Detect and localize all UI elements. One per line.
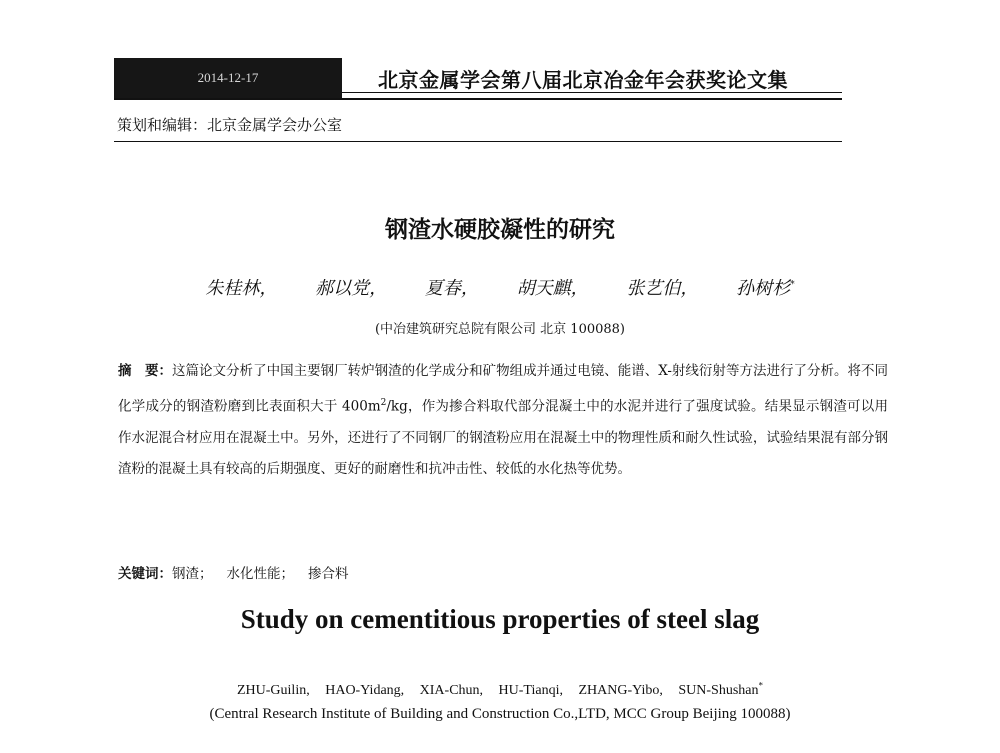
abstract-superscript: 2 xyxy=(380,397,387,408)
author-en: HU-Tianqi, xyxy=(498,682,563,698)
author-en-corresponding xyxy=(678,680,763,698)
keyword: 掺合料 xyxy=(308,566,349,582)
author-cn-corresponding xyxy=(736,278,795,299)
author-cn: 张艺伯， xyxy=(626,278,699,299)
author-list-cn xyxy=(0,274,1000,300)
affiliation-cn: (中冶建筑研究总院有限公司 北京 100088) xyxy=(374,322,626,337)
keyword: 水化性能； xyxy=(226,566,294,582)
abstract-text-1: 这篇论文分析了中国主要钢厂转炉钢渣的化学成分和矿物组成并通过电镜、能谱、X-射线衍射等方法进行了分析。将不同化学成分的钢渣粉磨到比表面积大于 400m xyxy=(118,363,888,414)
author-cn: 朱桂林， xyxy=(205,278,278,299)
abstract-text-2: /kg，作为掺合料取代部分混凝土中的水泥并进行了强度试验。结果显示钢渣可以用作水泥混合材应用在混凝土中。另外，还进行了不同钢厂的钢渣粉应用在混凝土中的物理性质和耐久性试验，试验结果混有部分钢渣粉的混凝土具有较高的后期强度、更好的耐磨性和抗冲击性、较低的水化热等优势。 xyxy=(118,398,889,477)
author-en: ZHANG-Yibo, xyxy=(578,682,663,698)
editor-credit: 策划和编辑：北京金属学会办公室 xyxy=(117,116,343,134)
abstract-label: 摘 要： xyxy=(118,363,173,379)
author-en: ZHU-Guilin, xyxy=(237,682,310,698)
header-divider-thin xyxy=(342,92,842,93)
corresponding-mark: * xyxy=(790,280,795,290)
keywords xyxy=(118,562,363,582)
paper-title-en: Study on cementitious properties of steel slag xyxy=(240,604,760,634)
editor-divider xyxy=(114,141,842,142)
header-divider xyxy=(114,98,842,100)
author-cn: 胡天麒， xyxy=(516,278,589,299)
paper-title-cn: 钢渣水硬胶凝性的研究 xyxy=(385,216,615,243)
author-en: SUN-Shushan xyxy=(678,682,759,698)
abstract xyxy=(118,356,888,486)
author-cn: 孙树杉 xyxy=(736,278,791,299)
corresponding-mark-en: * xyxy=(758,680,763,690)
author-cn: 夏春， xyxy=(424,278,479,299)
date-text: 2014-12-17 xyxy=(197,70,259,85)
keyword: 钢渣； xyxy=(172,566,213,582)
keywords-label: 关键词： xyxy=(118,566,172,582)
author-en: HAO-Yidang, xyxy=(325,682,405,698)
affiliation-en: (Central Research Institute of Building and Construction Co.,LTD, MCC Group Beijing 100088) xyxy=(209,706,791,722)
date-badge xyxy=(114,58,342,98)
author-list-en xyxy=(0,680,1000,699)
collection-title: 北京金属学会第八届北京冶金年会获奖论文集 xyxy=(378,68,788,92)
author-en: XIA-Chun, xyxy=(419,682,484,698)
author-cn: 郝以党， xyxy=(315,278,388,299)
